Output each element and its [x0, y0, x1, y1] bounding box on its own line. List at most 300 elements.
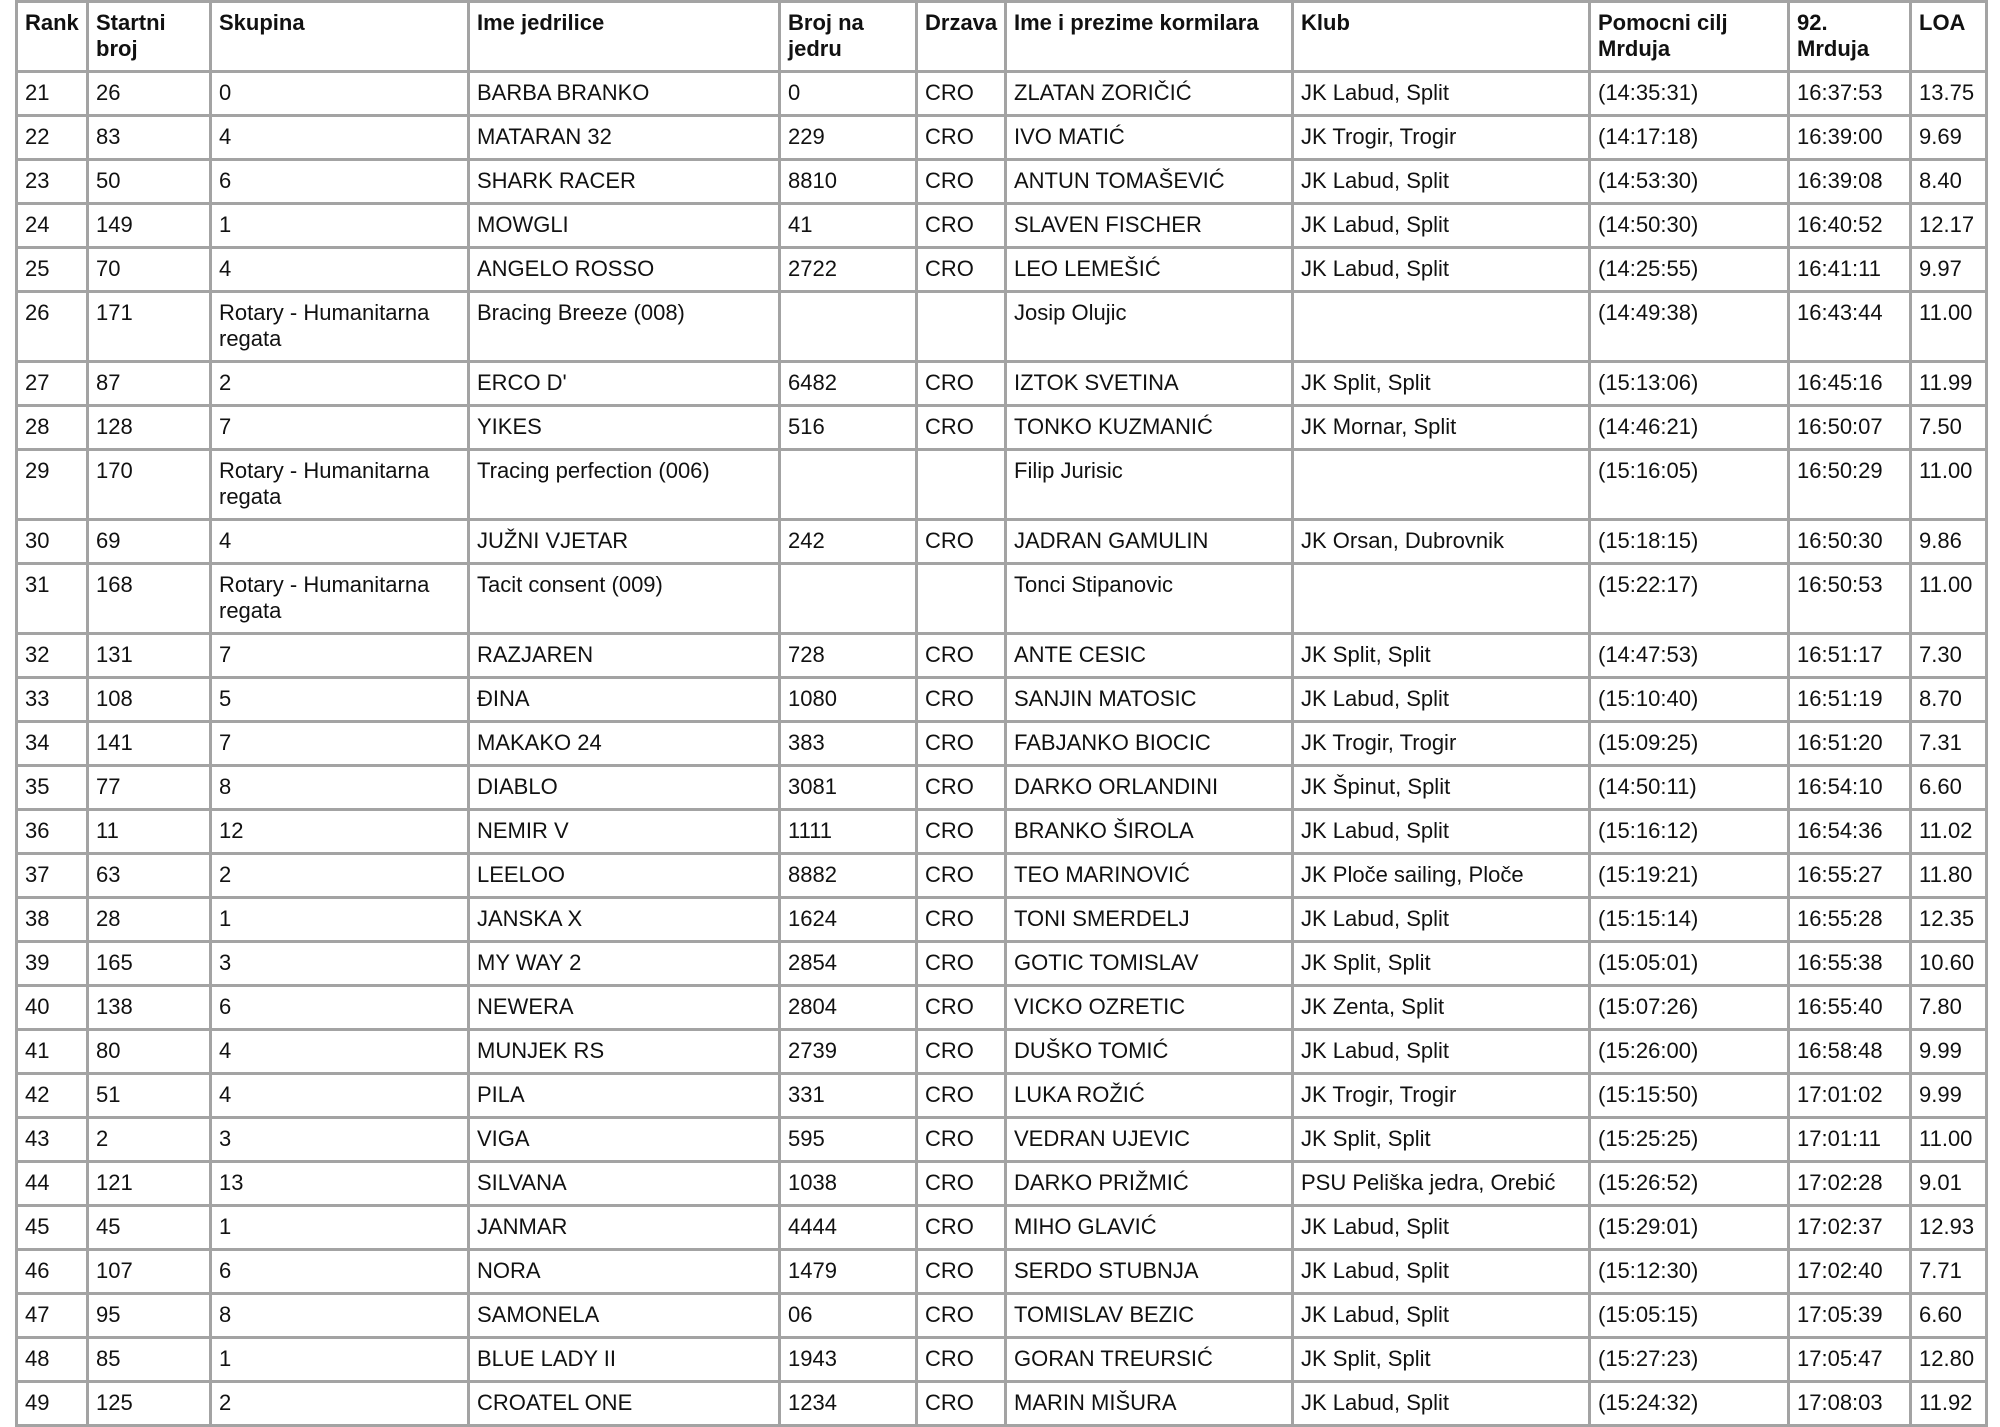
cell-drzava: CRO	[917, 248, 1006, 292]
cell-loa: 12.35	[1911, 898, 1987, 942]
cell-loa: 11.00	[1911, 564, 1987, 634]
cell-kormilar: TEO MARINOVIĆ	[1006, 854, 1293, 898]
cell-klub	[1293, 564, 1590, 634]
cell-drzava: CRO	[917, 160, 1006, 204]
cell-mrduja: 16:51:17	[1789, 634, 1911, 678]
cell-kormilar: MARIN MIŠURA	[1006, 1382, 1293, 1426]
cell-broj-na-jedru: 1943	[780, 1338, 917, 1382]
cell-loa: 9.01	[1911, 1162, 1987, 1206]
cell-rank: 35	[17, 766, 88, 810]
cell-drzava: CRO	[917, 1294, 1006, 1338]
cell-skupina: 6	[211, 1250, 469, 1294]
cell-ime-jedrilice: Bracing Breeze (008)	[469, 292, 780, 362]
cell-drzava: CRO	[917, 678, 1006, 722]
cell-pomocni-cilj: (15:07:26)	[1590, 986, 1789, 1030]
cell-loa: 11.02	[1911, 810, 1987, 854]
cell-skupina: 1	[211, 898, 469, 942]
cell-mrduja: 16:58:48	[1789, 1030, 1911, 1074]
cell-startni-broj: 149	[88, 204, 211, 248]
cell-rank: 46	[17, 1250, 88, 1294]
cell-kormilar: TONI SMERDELJ	[1006, 898, 1293, 942]
cell-startni-broj: 138	[88, 986, 211, 1030]
cell-skupina: 8	[211, 766, 469, 810]
cell-pomocni-cilj: (14:47:53)	[1590, 634, 1789, 678]
cell-kormilar: TONKO KUZMANIĆ	[1006, 406, 1293, 450]
cell-mrduja: 16:41:11	[1789, 248, 1911, 292]
cell-mrduja: 16:43:44	[1789, 292, 1911, 362]
cell-klub: JK Labud, Split	[1293, 204, 1590, 248]
cell-pomocni-cilj: (15:26:00)	[1590, 1030, 1789, 1074]
cell-broj-na-jedru: 8810	[780, 160, 917, 204]
cell-startni-broj: 11	[88, 810, 211, 854]
cell-mrduja: 16:54:10	[1789, 766, 1911, 810]
cell-startni-broj: 77	[88, 766, 211, 810]
cell-ime-jedrilice: Tacit consent (009)	[469, 564, 780, 634]
cell-drzava: CRO	[917, 1074, 1006, 1118]
cell-mrduja: 16:40:52	[1789, 204, 1911, 248]
cell-broj-na-jedru: 1234	[780, 1382, 917, 1426]
cell-mrduja: 17:02:37	[1789, 1206, 1911, 1250]
cell-drzava: CRO	[917, 1206, 1006, 1250]
cell-ime-jedrilice: MAKAKO 24	[469, 722, 780, 766]
cell-loa: 11.80	[1911, 854, 1987, 898]
cell-mrduja: 16:54:36	[1789, 810, 1911, 854]
cell-pomocni-cilj: (15:24:32)	[1590, 1382, 1789, 1426]
cell-mrduja: 16:37:53	[1789, 72, 1911, 116]
cell-rank: 28	[17, 406, 88, 450]
table-row	[17, 292, 1987, 362]
cell-klub: JK Trogir, Trogir	[1293, 722, 1590, 766]
cell-klub: JK Labud, Split	[1293, 1030, 1590, 1074]
cell-kormilar: ANTUN TOMAŠEVIĆ	[1006, 160, 1293, 204]
cell-ime-jedrilice: MUNJEK RS	[469, 1030, 780, 1074]
cell-mrduja: 17:01:02	[1789, 1074, 1911, 1118]
cell-kormilar: DARKO ORLANDINI	[1006, 766, 1293, 810]
cell-startni-broj: 131	[88, 634, 211, 678]
cell-kormilar: GOTIC TOMISLAV	[1006, 942, 1293, 986]
cell-rank: 41	[17, 1030, 88, 1074]
cell-drzava: CRO	[917, 1250, 1006, 1294]
cell-rank: 44	[17, 1162, 88, 1206]
cell-klub: JK Labud, Split	[1293, 1294, 1590, 1338]
cell-loa: 8.40	[1911, 160, 1987, 204]
cell-broj-na-jedru: 595	[780, 1118, 917, 1162]
cell-kormilar: MIHO GLAVIĆ	[1006, 1206, 1293, 1250]
cell-rank: 36	[17, 810, 88, 854]
cell-ime-jedrilice: SAMONELA	[469, 1294, 780, 1338]
header-startni-broj: Startni broj	[88, 2, 211, 72]
cell-skupina: 7	[211, 634, 469, 678]
cell-klub: PSU Peliška jedra, Orebić	[1293, 1162, 1590, 1206]
cell-startni-broj: 171	[88, 292, 211, 362]
cell-klub: JK Labud, Split	[1293, 1250, 1590, 1294]
cell-skupina: 8	[211, 1294, 469, 1338]
cell-rank: 24	[17, 204, 88, 248]
cell-broj-na-jedru: 1080	[780, 678, 917, 722]
cell-ime-jedrilice: BARBA BRANKO	[469, 72, 780, 116]
cell-drzava: CRO	[917, 72, 1006, 116]
cell-rank: 31	[17, 564, 88, 634]
cell-startni-broj: 85	[88, 1338, 211, 1382]
cell-startni-broj: 69	[88, 520, 211, 564]
cell-mrduja: 16:39:00	[1789, 116, 1911, 160]
cell-klub: JK Trogir, Trogir	[1293, 1074, 1590, 1118]
cell-broj-na-jedru: 06	[780, 1294, 917, 1338]
cell-rank: 29	[17, 450, 88, 520]
cell-pomocni-cilj: (14:50:11)	[1590, 766, 1789, 810]
cell-mrduja: 16:51:20	[1789, 722, 1911, 766]
cell-skupina: 1	[211, 1338, 469, 1382]
cell-broj-na-jedru: 8882	[780, 854, 917, 898]
cell-loa: 11.00	[1911, 450, 1987, 520]
table-row	[17, 678, 1987, 722]
cell-pomocni-cilj: (15:16:05)	[1590, 450, 1789, 520]
cell-skupina: 2	[211, 362, 469, 406]
cell-ime-jedrilice: NEWERA	[469, 986, 780, 1030]
cell-startni-broj: 50	[88, 160, 211, 204]
table-row	[17, 942, 1987, 986]
cell-klub: JK Ploče sailing, Ploče	[1293, 854, 1590, 898]
cell-skupina: 4	[211, 520, 469, 564]
cell-broj-na-jedru: 1111	[780, 810, 917, 854]
table-row	[17, 1206, 1987, 1250]
cell-ime-jedrilice: ERCO D'	[469, 362, 780, 406]
table-row	[17, 1162, 1987, 1206]
cell-ime-jedrilice: NEMIR V	[469, 810, 780, 854]
cell-drzava	[917, 564, 1006, 634]
cell-broj-na-jedru: 2739	[780, 1030, 917, 1074]
cell-klub: JK Trogir, Trogir	[1293, 116, 1590, 160]
cell-pomocni-cilj: (14:25:55)	[1590, 248, 1789, 292]
cell-pomocni-cilj: (15:12:30)	[1590, 1250, 1789, 1294]
cell-broj-na-jedru: 6482	[780, 362, 917, 406]
cell-drzava: CRO	[917, 722, 1006, 766]
table-row	[17, 248, 1987, 292]
cell-kormilar: GORAN TREURSIĆ	[1006, 1338, 1293, 1382]
cell-rank: 27	[17, 362, 88, 406]
cell-ime-jedrilice: RAZJAREN	[469, 634, 780, 678]
cell-mrduja: 16:55:27	[1789, 854, 1911, 898]
cell-broj-na-jedru: 41	[780, 204, 917, 248]
cell-startni-broj: 107	[88, 1250, 211, 1294]
cell-broj-na-jedru: 2854	[780, 942, 917, 986]
cell-drzava: CRO	[917, 1338, 1006, 1382]
cell-drzava: CRO	[917, 766, 1006, 810]
table-row	[17, 810, 1987, 854]
cell-skupina: 1	[211, 1206, 469, 1250]
cell-drzava	[917, 292, 1006, 362]
cell-broj-na-jedru: 516	[780, 406, 917, 450]
cell-broj-na-jedru: 242	[780, 520, 917, 564]
cell-broj-na-jedru: 229	[780, 116, 917, 160]
cell-skupina: 2	[211, 1382, 469, 1426]
cell-drzava: CRO	[917, 116, 1006, 160]
cell-klub: JK Labud, Split	[1293, 1206, 1590, 1250]
cell-mrduja: 16:50:30	[1789, 520, 1911, 564]
table-row	[17, 722, 1987, 766]
cell-startni-broj: 121	[88, 1162, 211, 1206]
cell-mrduja: 17:02:40	[1789, 1250, 1911, 1294]
cell-mrduja: 16:45:16	[1789, 362, 1911, 406]
cell-broj-na-jedru: 4444	[780, 1206, 917, 1250]
cell-drzava: CRO	[917, 986, 1006, 1030]
cell-ime-jedrilice: BLUE LADY II	[469, 1338, 780, 1382]
cell-skupina: 5	[211, 678, 469, 722]
cell-pomocni-cilj: (15:18:15)	[1590, 520, 1789, 564]
table-row	[17, 1250, 1987, 1294]
cell-ime-jedrilice: SHARK RACER	[469, 160, 780, 204]
cell-skupina: 12	[211, 810, 469, 854]
cell-loa: 6.60	[1911, 1294, 1987, 1338]
table-row	[17, 1382, 1987, 1426]
cell-broj-na-jedru	[780, 564, 917, 634]
cell-kormilar: VICKO OZRETIC	[1006, 986, 1293, 1030]
header-pomocni-cilj: Pomocni cilj Mrduja	[1590, 2, 1789, 72]
cell-drzava: CRO	[917, 634, 1006, 678]
cell-ime-jedrilice: CROATEL ONE	[469, 1382, 780, 1426]
cell-loa: 8.70	[1911, 678, 1987, 722]
cell-startni-broj: 87	[88, 362, 211, 406]
cell-broj-na-jedru	[780, 450, 917, 520]
cell-loa: 12.80	[1911, 1338, 1987, 1382]
cell-ime-jedrilice: JANSKA X	[469, 898, 780, 942]
cell-drzava: CRO	[917, 520, 1006, 564]
cell-skupina: Rotary - Humanitarna regata	[211, 450, 469, 520]
cell-klub: JK Split, Split	[1293, 634, 1590, 678]
cell-startni-broj: 51	[88, 1074, 211, 1118]
cell-kormilar: SANJIN MATOSIC	[1006, 678, 1293, 722]
cell-drzava: CRO	[917, 854, 1006, 898]
cell-kormilar: IZTOK SVETINA	[1006, 362, 1293, 406]
cell-mrduja: 16:50:53	[1789, 564, 1911, 634]
cell-pomocni-cilj: (14:53:30)	[1590, 160, 1789, 204]
cell-pomocni-cilj: (15:16:12)	[1590, 810, 1789, 854]
cell-broj-na-jedru: 331	[780, 1074, 917, 1118]
cell-pomocni-cilj: (15:15:14)	[1590, 898, 1789, 942]
cell-drzava: CRO	[917, 810, 1006, 854]
cell-drzava: CRO	[917, 1030, 1006, 1074]
cell-skupina: 1	[211, 204, 469, 248]
cell-klub: JK Split, Split	[1293, 362, 1590, 406]
cell-drzava: CRO	[917, 406, 1006, 450]
cell-loa: 11.00	[1911, 1118, 1987, 1162]
cell-loa: 12.93	[1911, 1206, 1987, 1250]
cell-broj-na-jedru: 1038	[780, 1162, 917, 1206]
table-row	[17, 1118, 1987, 1162]
cell-loa: 9.86	[1911, 520, 1987, 564]
table-row	[17, 406, 1987, 450]
cell-klub: JK Labud, Split	[1293, 72, 1590, 116]
cell-rank: 21	[17, 72, 88, 116]
cell-pomocni-cilj: (15:05:15)	[1590, 1294, 1789, 1338]
cell-startni-broj: 108	[88, 678, 211, 722]
table-row	[17, 1030, 1987, 1074]
cell-klub: JK Špinut, Split	[1293, 766, 1590, 810]
cell-skupina: 2	[211, 854, 469, 898]
cell-rank: 32	[17, 634, 88, 678]
table-row	[17, 160, 1987, 204]
header-ime-jedrilice: Ime jedrilice	[469, 2, 780, 72]
cell-startni-broj: 28	[88, 898, 211, 942]
cell-broj-na-jedru: 1479	[780, 1250, 917, 1294]
cell-ime-jedrilice: YIKES	[469, 406, 780, 450]
cell-pomocni-cilj: (14:49:38)	[1590, 292, 1789, 362]
results-body	[17, 72, 1987, 1426]
cell-kormilar: BRANKO ŠIROLA	[1006, 810, 1293, 854]
header-drzava: Drzava	[917, 2, 1006, 72]
cell-startni-broj: 125	[88, 1382, 211, 1426]
cell-kormilar: Filip Jurisic	[1006, 450, 1293, 520]
cell-skupina: 3	[211, 1118, 469, 1162]
cell-startni-broj: 2	[88, 1118, 211, 1162]
cell-klub	[1293, 292, 1590, 362]
cell-kormilar: JADRAN GAMULIN	[1006, 520, 1293, 564]
cell-skupina: 4	[211, 116, 469, 160]
table-row	[17, 564, 1987, 634]
cell-loa: 7.31	[1911, 722, 1987, 766]
cell-loa: 11.92	[1911, 1382, 1987, 1426]
cell-rank: 49	[17, 1382, 88, 1426]
cell-klub: JK Labud, Split	[1293, 810, 1590, 854]
header-rank: Rank	[17, 2, 88, 72]
cell-klub: JK Split, Split	[1293, 1118, 1590, 1162]
cell-ime-jedrilice: JANMAR	[469, 1206, 780, 1250]
cell-loa: 7.80	[1911, 986, 1987, 1030]
cell-ime-jedrilice: ĐINA	[469, 678, 780, 722]
cell-broj-na-jedru: 2804	[780, 986, 917, 1030]
cell-loa: 11.00	[1911, 292, 1987, 362]
cell-kormilar: LEO LEMEŠIĆ	[1006, 248, 1293, 292]
cell-pomocni-cilj: (14:50:30)	[1590, 204, 1789, 248]
cell-loa: 7.71	[1911, 1250, 1987, 1294]
cell-loa: 9.99	[1911, 1030, 1987, 1074]
cell-klub: JK Labud, Split	[1293, 1382, 1590, 1426]
cell-loa: 12.17	[1911, 204, 1987, 248]
cell-kormilar: SERDO STUBNJA	[1006, 1250, 1293, 1294]
cell-drzava: CRO	[917, 362, 1006, 406]
cell-klub: JK Orsan, Dubrovnik	[1293, 520, 1590, 564]
cell-kormilar: ANTE CESIC	[1006, 634, 1293, 678]
cell-startni-broj: 168	[88, 564, 211, 634]
table-row	[17, 116, 1987, 160]
cell-loa: 6.60	[1911, 766, 1987, 810]
cell-klub: JK Labud, Split	[1293, 248, 1590, 292]
header-loa: LOA	[1911, 2, 1987, 72]
cell-kormilar: ZLATAN ZORIČIĆ	[1006, 72, 1293, 116]
cell-startni-broj: 26	[88, 72, 211, 116]
results-table	[15, 0, 1988, 1427]
cell-kormilar: FABJANKO BIOCIC	[1006, 722, 1293, 766]
cell-pomocni-cilj: (15:19:21)	[1590, 854, 1789, 898]
cell-pomocni-cilj: (15:27:23)	[1590, 1338, 1789, 1382]
cell-rank: 43	[17, 1118, 88, 1162]
table-row	[17, 450, 1987, 520]
cell-rank: 22	[17, 116, 88, 160]
cell-drzava: CRO	[917, 204, 1006, 248]
cell-klub	[1293, 450, 1590, 520]
cell-broj-na-jedru	[780, 292, 917, 362]
cell-rank: 45	[17, 1206, 88, 1250]
cell-loa: 9.99	[1911, 1074, 1987, 1118]
cell-mrduja: 17:05:39	[1789, 1294, 1911, 1338]
cell-broj-na-jedru: 0	[780, 72, 917, 116]
cell-kormilar: Tonci Stipanovic	[1006, 564, 1293, 634]
cell-drzava: CRO	[917, 898, 1006, 942]
cell-pomocni-cilj: (14:35:31)	[1590, 72, 1789, 116]
cell-ime-jedrilice: MOWGLI	[469, 204, 780, 248]
cell-broj-na-jedru: 383	[780, 722, 917, 766]
cell-mrduja: 17:01:11	[1789, 1118, 1911, 1162]
cell-ime-jedrilice: VIGA	[469, 1118, 780, 1162]
cell-skupina: 7	[211, 406, 469, 450]
cell-loa: 13.75	[1911, 72, 1987, 116]
cell-rank: 30	[17, 520, 88, 564]
cell-skupina: Rotary - Humanitarna regata	[211, 292, 469, 362]
cell-broj-na-jedru: 3081	[780, 766, 917, 810]
table-row	[17, 1294, 1987, 1338]
cell-rank: 37	[17, 854, 88, 898]
cell-klub: JK Split, Split	[1293, 942, 1590, 986]
cell-skupina: 4	[211, 248, 469, 292]
cell-kormilar: TOMISLAV BEZIC	[1006, 1294, 1293, 1338]
cell-kormilar: SLAVEN FISCHER	[1006, 204, 1293, 248]
cell-startni-broj: 80	[88, 1030, 211, 1074]
cell-rank: 39	[17, 942, 88, 986]
cell-mrduja: 16:39:08	[1789, 160, 1911, 204]
cell-startni-broj: 170	[88, 450, 211, 520]
table-row	[17, 766, 1987, 810]
cell-rank: 23	[17, 160, 88, 204]
cell-ime-jedrilice: ANGELO ROSSO	[469, 248, 780, 292]
cell-startni-broj: 141	[88, 722, 211, 766]
cell-mrduja: 16:50:07	[1789, 406, 1911, 450]
cell-mrduja: 16:51:19	[1789, 678, 1911, 722]
cell-broj-na-jedru: 1624	[780, 898, 917, 942]
table-row	[17, 72, 1987, 116]
cell-skupina: 6	[211, 986, 469, 1030]
cell-startni-broj: 95	[88, 1294, 211, 1338]
cell-skupina: 7	[211, 722, 469, 766]
cell-pomocni-cilj: (15:22:17)	[1590, 564, 1789, 634]
cell-klub: JK Labud, Split	[1293, 678, 1590, 722]
cell-drzava: CRO	[917, 942, 1006, 986]
cell-ime-jedrilice: Tracing perfection (006)	[469, 450, 780, 520]
cell-ime-jedrilice: DIABLO	[469, 766, 780, 810]
cell-rank: 48	[17, 1338, 88, 1382]
cell-drzava: CRO	[917, 1118, 1006, 1162]
cell-pomocni-cilj: (14:46:21)	[1590, 406, 1789, 450]
cell-rank: 42	[17, 1074, 88, 1118]
cell-ime-jedrilice: MY WAY 2	[469, 942, 780, 986]
table-row	[17, 520, 1987, 564]
cell-pomocni-cilj: (15:25:25)	[1590, 1118, 1789, 1162]
cell-startni-broj: 70	[88, 248, 211, 292]
cell-kormilar: IVO MATIĆ	[1006, 116, 1293, 160]
cell-mrduja: 16:55:38	[1789, 942, 1911, 986]
header-row	[17, 2, 1987, 72]
cell-loa: 9.97	[1911, 248, 1987, 292]
cell-rank: 40	[17, 986, 88, 1030]
cell-loa: 7.30	[1911, 634, 1987, 678]
cell-skupina: 13	[211, 1162, 469, 1206]
cell-pomocni-cilj: (15:15:50)	[1590, 1074, 1789, 1118]
table-row	[17, 1074, 1987, 1118]
cell-rank: 47	[17, 1294, 88, 1338]
cell-kormilar: DARKO PRIŽMIĆ	[1006, 1162, 1293, 1206]
cell-pomocni-cilj: (15:26:52)	[1590, 1162, 1789, 1206]
cell-broj-na-jedru: 2722	[780, 248, 917, 292]
cell-mrduja: 17:02:28	[1789, 1162, 1911, 1206]
